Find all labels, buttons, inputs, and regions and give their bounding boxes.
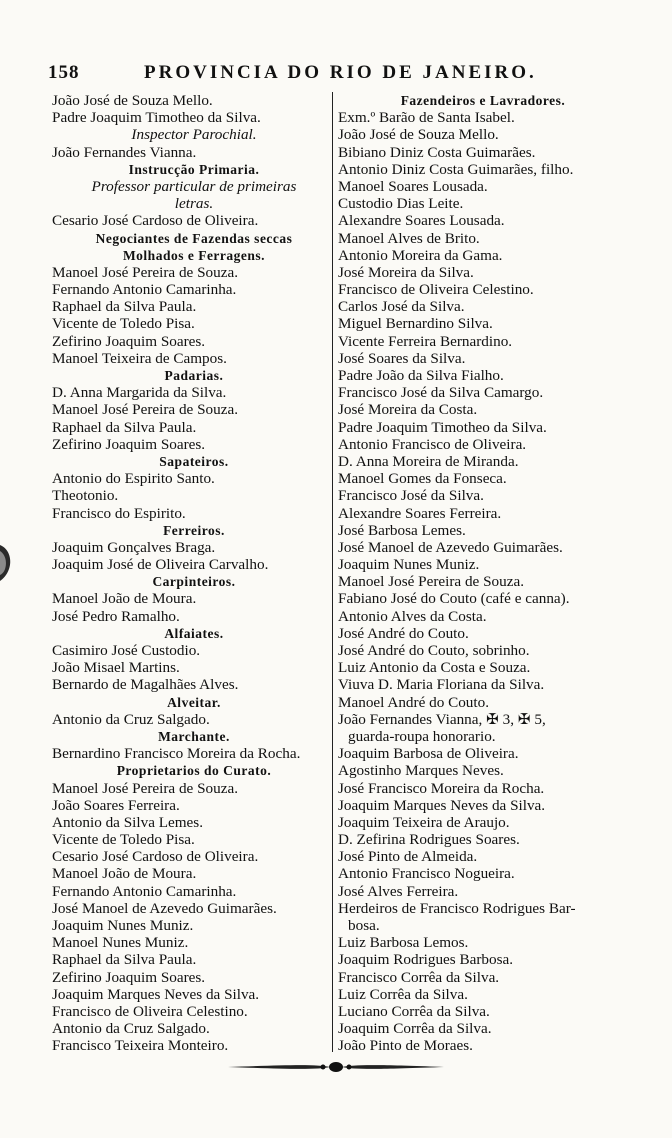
list-item: Manoel José Pereira de Souza. [52, 779, 238, 797]
list-item: Joaquim Corrêa da Silva. [338, 1020, 492, 1038]
list-item: Luiz Corrêa da Silva. [338, 985, 468, 1003]
list-item: João Pinto de Moraes. [338, 1037, 473, 1055]
list-item: Alexandre Soares Ferreira. [338, 504, 502, 522]
list-item: Zefirino Joaquim Soares. [52, 968, 206, 986]
entry-continuation: guarda-roupa honorario. [348, 727, 496, 745]
list-item: Antonio da Cruz Salgado. [52, 1020, 210, 1038]
list-item: Joaquim Rodrigues Barbosa. [338, 951, 514, 969]
list-item: Padre Joaquim Timotheo da Silva. [52, 109, 261, 127]
list-item: Manoel Teixeira de Campos. [52, 349, 227, 367]
list-item: João José de Souza Mello. [338, 126, 499, 144]
list-item: Agostinho Marques Neves. [338, 762, 504, 780]
list-item: Manoel Nunes Muniz. [52, 934, 189, 952]
list-item: João Fernandes Vianna. [52, 143, 197, 161]
list-item: Antonio Francisco Nogueira. [338, 865, 515, 883]
list-item: Joaquim José de Oliveira Carvalho. [52, 556, 269, 574]
left-column [52, 92, 336, 1055]
list-item: Custodio Dias Leite. [338, 195, 464, 213]
list-item: Raphael da Silva Paula. [52, 951, 197, 969]
list-item: Herdeiros de Francisco Rodrigues Bar- [338, 899, 576, 917]
list-item: Padre João da Silva Fialho. [338, 367, 504, 384]
list-item: José André do Couto, sobrinho. [338, 642, 530, 659]
page-header [48, 62, 638, 88]
section-heading: Ferreiros. [163, 522, 225, 538]
list-item: José Barbosa Lemes. [338, 521, 466, 539]
list-item: Francisco Teixeira Monteiro. [52, 1037, 229, 1055]
list-item: José Pedro Ramalho. [52, 607, 180, 625]
list-item: João Soares Ferreira. [52, 796, 180, 814]
list-item: José Manoel de Azevedo Guimarães. [338, 538, 563, 556]
list-item: José Moreira da Costa. [338, 401, 478, 419]
section-heading: Padarias. [164, 368, 224, 383]
list-item: José Soares da Silva. [338, 349, 466, 367]
list-item: Manoel Gomes da Fonseca. [338, 470, 507, 488]
section-heading: Carpinteiros. [152, 574, 236, 590]
list-item: Vicente Ferreira Bernardino. [338, 332, 513, 350]
subheading: letras. [174, 195, 214, 213]
right-column [338, 92, 628, 1055]
section-heading: Molhados e Ferragens. [122, 247, 266, 263]
list-item: Raphael da Silva Paula. [52, 298, 197, 316]
list-item: Viuva D. Maria Floriana da Silva. [338, 676, 545, 694]
list-item: José Manoel de Azevedo Guimarães. [52, 899, 277, 917]
page-number: 158 [48, 62, 80, 83]
section-heading: Proprietarios do Curato. [116, 763, 272, 779]
list-item: Antonio Diniz Costa Guimarães, filho. [338, 160, 574, 178]
list-item: Joaquim Marques Neves da Silva. [52, 985, 260, 1003]
list-item: José Pinto de Almeida. [338, 848, 478, 866]
list-item: Manoel José Pereira de Souza. [52, 401, 238, 419]
list-item: Vicente de Toledo Pisa. [52, 831, 195, 849]
list-item: Manoel João de Moura. [52, 590, 197, 608]
list-item: D. Anna Margarida da Silva. [52, 384, 227, 402]
list-item: Manoel José Pereira de Souza. [52, 263, 238, 281]
list-item: Alexandre Soares Lousada. [338, 212, 505, 230]
list-item: Manoel José Pereira de Souza. [338, 573, 524, 591]
list-item: Francisco de Oliveira Celestino. [338, 281, 534, 299]
list-item: Antonio do Espirito Santo. [52, 470, 215, 488]
subheading: Professor particular de primeiras [91, 177, 297, 195]
list-item: Bernardo de Magalhães Alves. [52, 676, 239, 694]
list-item: Francisco Corrêa da Silva. [338, 968, 500, 986]
list-item: Manoel João de Moura. [52, 865, 197, 883]
list-item: Joaquim Gonçalves Braga. [52, 538, 216, 556]
list-item: Cesario José Cardoso de Oliveira. [52, 848, 259, 866]
section-heading: Fazendeiros e Lavradores. [400, 93, 566, 108]
list-item: D. Zefirina Rodrigues Soares. [338, 831, 520, 849]
section-heading: Alfaiates. [164, 625, 224, 641]
list-item: Fabiano José do Couto (café e canna). [338, 590, 570, 608]
page-edge-mark [0, 543, 12, 588]
list-item: Joaquim Nunes Muniz. [338, 556, 480, 574]
list-item: José Francisco Moreira da Rocha. [338, 779, 545, 797]
list-item: Manoel Soares Lousada. [338, 177, 488, 195]
list-item: Francisco José da Silva Camargo. [338, 384, 544, 402]
list-item: Antonio Moreira da Gama. [338, 246, 503, 264]
list-item: Bernardino Francisco Moreira da Rocha. [52, 745, 301, 763]
list-item: Luiz Barbosa Lemos. [338, 934, 469, 952]
list-item: Luiz Antonio da Costa e Souza. [338, 659, 531, 677]
list-item: João Misael Martins. [52, 659, 180, 677]
list-item: Raphael da Silva Paula. [52, 418, 197, 436]
section-heading: Marchante. [158, 728, 230, 744]
list-item: Manoel André do Couto. [338, 693, 490, 711]
subheading: Inspector Parochial. [131, 126, 257, 144]
list-item: Francisco José da Silva. [338, 487, 484, 505]
list-item: João José de Souza Mello. [52, 92, 213, 109]
list-item: Antonio Francisco de Oliveira. [338, 435, 527, 453]
list-item: Cesario José Cardoso de Oliveira. [52, 212, 259, 230]
list-item: Carlos José da Silva. [338, 298, 465, 316]
list-item: Fernando Antonio Camarinha. [52, 882, 237, 900]
list-item: Miguel Bernardino Silva. [338, 315, 493, 333]
list-item: Padre Joaquim Timotheo da Silva. [338, 418, 547, 436]
list-item: José Alves Ferreira. [338, 882, 459, 900]
list-item: Bibiano Diniz Costa Guimarães. [338, 143, 536, 161]
page-title: PROVINCIA DO RIO DE JANEIRO. [144, 62, 537, 83]
section-heading: Alveitar. [167, 694, 221, 710]
list-item: José Moreira da Silva. [338, 263, 474, 281]
list-item: Joaquim Nunes Muniz. [52, 917, 194, 934]
section-heading: Instrucção Primaria. [128, 161, 260, 177]
list-item: Vicente de Toledo Pisa. [52, 315, 195, 333]
list-item: Manoel Alves de Brito. [338, 229, 480, 247]
list-item: Zefirino Joaquim Soares. [52, 332, 206, 350]
list-item: Exm.º Barão de Santa Isabel. [338, 109, 515, 127]
list-item: Francisco do Espirito. [52, 504, 186, 522]
list-item: Joaquim Marques Neves da Silva. [338, 796, 546, 814]
list-item: João Fernandes Vianna, ✠ 3, ✠ 5, [338, 710, 546, 728]
list-item: Joaquim Teixeira de Araujo. [338, 813, 510, 831]
list-item: Joaquim Barbosa de Oliveira. [338, 745, 519, 763]
section-heading: Sapateiros. [159, 453, 229, 469]
list-item: Fernando Antonio Camarinha. [52, 281, 237, 299]
entry-continuation: bosa. [348, 917, 380, 934]
list-item: Antonio da Cruz Salgado. [52, 710, 210, 728]
section-heading: Negociantes de Fazendas seccas [95, 230, 293, 246]
list-item: Antonio Alves da Costa. [338, 607, 487, 625]
list-item: Casimiro José Custodio. [52, 642, 201, 659]
list-item: Zefirino Joaquim Soares. [52, 435, 206, 453]
list-item: Luciano Corrêa da Silva. [338, 1002, 490, 1020]
list-item: José André do Couto. [338, 624, 469, 642]
list-item: Theotonio. [52, 487, 119, 505]
list-item: D. Anna Moreira de Miranda. [338, 452, 519, 470]
list-item: Antonio da Silva Lemes. [52, 813, 204, 831]
list-item: Francisco de Oliveira Celestino. [52, 1002, 248, 1020]
end-ornament [226, 1058, 446, 1081]
